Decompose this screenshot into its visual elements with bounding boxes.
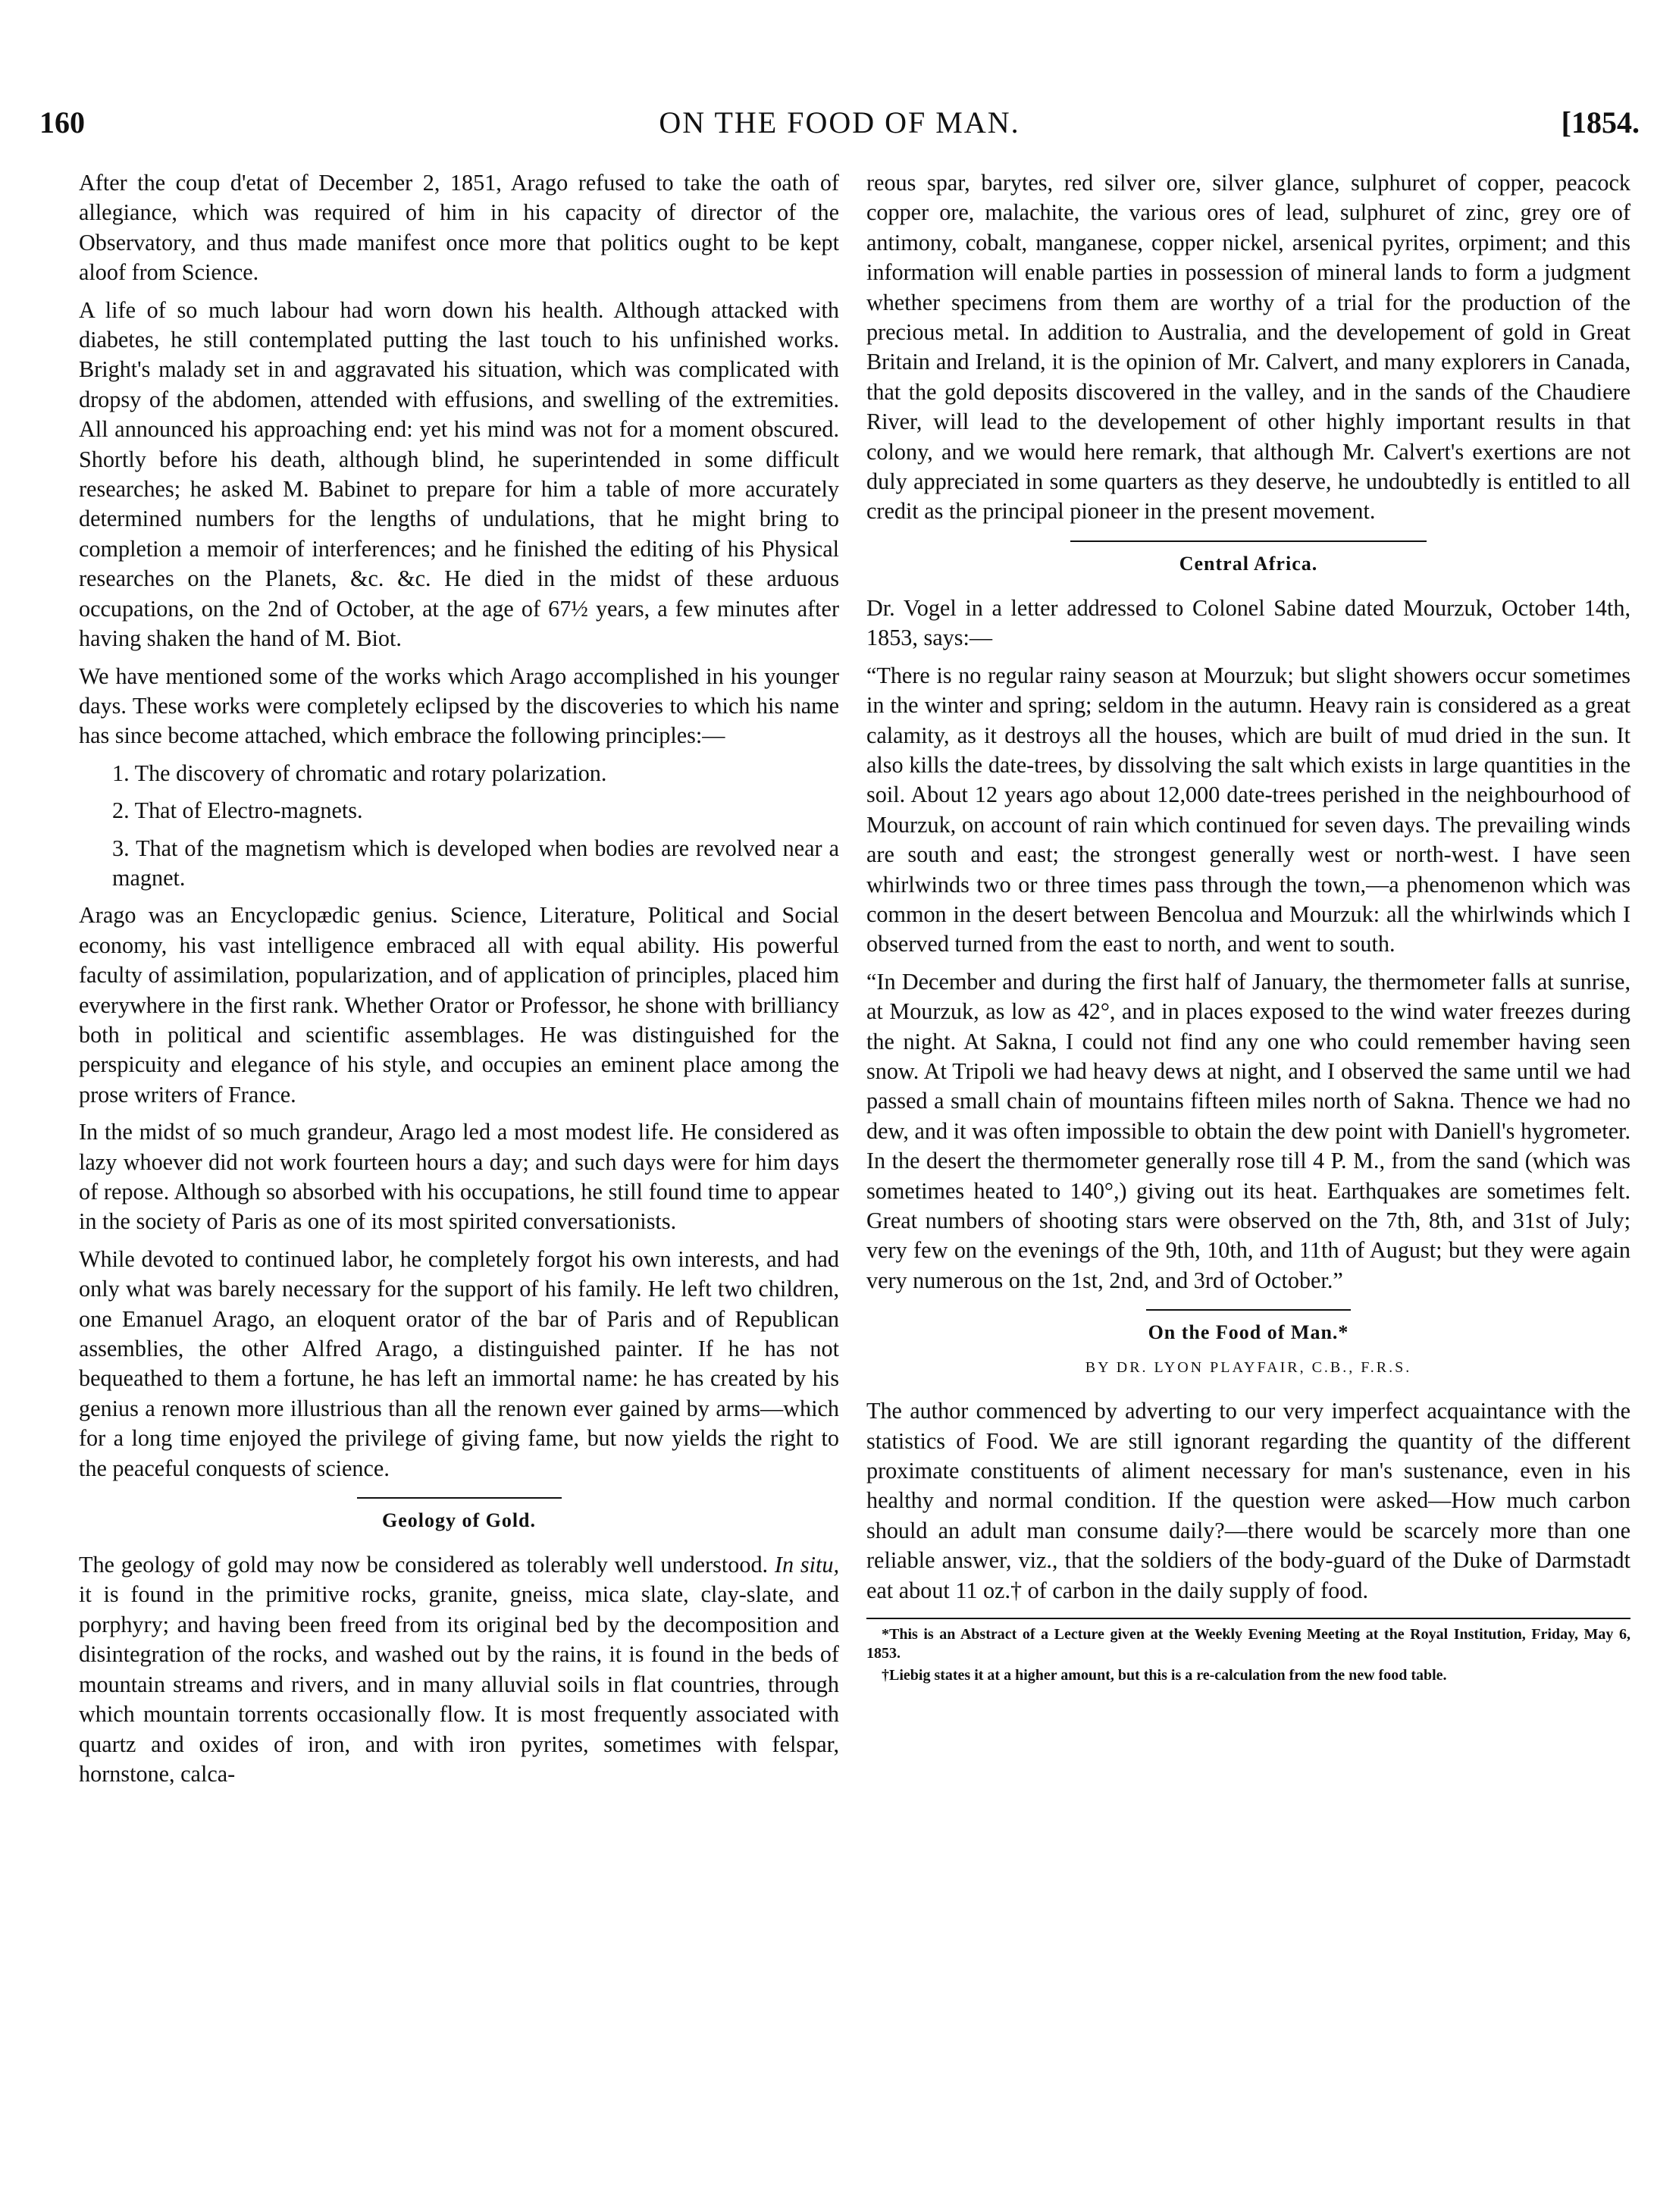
geology-rest: it is found in the primitive rocks, granite, gneiss, mica slate, clay-slate, and porphyry; and having been freed from its original bed by the decomposition and disintegration of the rocks, and washed out by the rains, it is found in the beds of mountain streams and rivers, and in many alluvial soils in flat countries, through which mountain torrents occasionally flow. It is most frequently associated with quartz and oxides of iron, and with iron pyrites, sometimes with felspar, hornstone, calca- (79, 1581, 839, 1787)
paragraph-geology-continued: reous spar, barytes, red silver ore, silver glance, sulphuret of copper, peacock copper ore, malachite, the various ores of lead, sulphuret of zinc, grey ore of antimony, cobalt, manganese, copper nickel, arsenical pyrites, orpiment; and this information will enable parties in possession of mineral lands to form a judgment whether specimens from them are worthy of a trial for the production of the precious metal. In addition to Australia, and the developement of gold in Great Britain and Ireland, it is the opinion of Mr. Calvert, and many explorers in Canada, that the gold deposits discovered in the valley, and in the sands of the Chaudiere River, will lead to the developement of other highly important results in that colony, and we would here remark, that although Mr. Calvert's exertions are not duly appreciated in some quarters as they deserve, he undoubtedly is entitled to all credit as the principal pioneer in the present movement. (866, 170, 1630, 525)
author-byline: BY DR. LYON PLAYFAIR, C.B., F.R.S. (1085, 1359, 1412, 1377)
paragraph-vogel-rain: “There is no regular rainy season at Mourzuk; but slight showers occur sometimes in the winter and spring; seldom in the autumn. Heavy rain is considered as a great calamity, as it destroys all the houses, which are built of mud dried in the sun. It also kills the date-trees, by dissolving the salt which exists in large quantities in the soil. About 12 years ago about 12,000 date-trees perished in the neighbourhood of Mourzuk, on account of rain which continued for seven days. The prevailing winds are south and east; the strongest generally west or north-west. I have seen whirlwinds two or three times pass through the town,—a phenomenon which was common in the desert between Bencolua and Mourzuk: all the whirlwinds which I observed turned from the east to north, and went to south. (866, 662, 1630, 957)
paragraph-vogel-temperature: “In December and during the first half of January, the thermometer falls at sunrise, at Mourzuk, as low as 42°, and in places exposed to the wind water freezes during the night. At Sakna, I could not find any one who could remember having seen snow. At Tripoli we had heavy dews at night, and I observed the same until we had passed a small chain of mountains fifteen miles north of Sakna. Thence we had no dew, and it was often impossible to obtain the dew point with Daniell's hygrometer. In the desert the thermometer generally rose till 4 P. M., from the sand (which was sometimes heated to 140°,) giving out its heat. Earthquakes are sometimes felt. Great numbers of shooting stars were observed on the 7th, 8th, and 31st of July; very few on the evenings of the 9th, 10th, and 11th of August; but they were again very numerous on the 1st, 2nd, and 3rd of October.” (866, 968, 1630, 1293)
year-label: [1854. (1561, 105, 1640, 139)
paragraph-arago-oath: After the coup d'etat of December 2, 1851, Arago refused to take the oath of allegiance, which was required of him in his capacity of director of the Observatory, and thus made manifest once more that politics ought to be kept aloof from Science. (79, 170, 839, 286)
right-column (866, 168, 1630, 1688)
list-item: 2. That of Electro-magnets. (112, 797, 363, 824)
left-column (79, 168, 839, 1797)
paragraph-arago-family: While devoted to continued labor, he completely forgot his own interests, and had only what was barely necessary for the support of his family. He left two children, one Emanuel Arago, an eloquent orator of the bar of Paris and of Republican assemblies, the other Alfred Arago, a distinguished painter. If he has not bequeathed to them a fortune, he has left an immortal name: he has created by his genius a renown more illustrious than all the renown ever gained by arms—which for a long time enjoyed the privilege of giving fame, but now yields the right to the peaceful conquests of science. (79, 1245, 839, 1481)
paragraph-geology (79, 1550, 839, 1789)
paragraph-vogel-intro: Dr. Vogel in a letter addressed to Colonel Sabine dated Mourzuk, October 14th, 1853, says:— (866, 594, 1630, 651)
section-divider (357, 1497, 562, 1499)
list-item: 3. That of the magnetism which is developed when bodies are revolved near a magnet. (112, 835, 839, 891)
section-divider (1070, 540, 1427, 542)
geology-in-situ: In situ, (774, 1552, 839, 1578)
footnote-rule (866, 1618, 1630, 1619)
paragraph-arago-modest: In the midst of so much grandeur, Arago led a most modest life. He considered as lazy whoever did not work fourteen hours a day; and such days were for him days of repose. Although so absorbed with his occupations, he still found time to appear in the society of Paris as one of its most spirited conversationists. (79, 1119, 839, 1235)
paragraph-arago-genius: Arago was an Encyclopædic genius. Science, Literature, Political and Social economy, his vast intelligence embraced all with equal ability. His powerful faculty of assimilation, popularization, and of application of principles, placed him everywhere in the first rank. Whether Orator or Professor, he shone with brilliancy both in political and scientific assemblages. He was distinguished for the perspicuity and elegance of his style, and occupies an eminent place among the prose writers of France. (79, 902, 839, 1108)
heading-food-of-man: On the Food of Man.* (1148, 1321, 1349, 1344)
geology-lead: The geology of gold may now be considered as tolerably well understood. (79, 1552, 769, 1578)
paragraph-arago-health: A life of so much labour had worn down his health. Although attacked with diabetes, he still contemplated putting the last touch to his unfinished works. Bright's malady set in and aggravated his situation, which was complicated with dropsy of the abdomen, attended with effusions, and swelling of the extremities. All announced his approaching end: yet his mind was not for a moment obscured. Shortly before his death, although blind, he superintended in some difficult researches; he asked M. Babinet to prepare for him a table of more accurately determined numbers for the lengths of undulations, that he might bring to completion a memoir of interferences; and he finished the editing of his Physical researches on the Planets, &c. &c. He died in the midst of these arduous occupations, on the 2nd of October, at the age of 67½ years, a few minutes after having shaken the hand of M. Biot. (79, 296, 839, 652)
heading-central-africa: Central Africa. (1179, 552, 1318, 575)
footnote-liebig: †Liebig states it at a higher amount, but this is a re-calculation from the new food table. (882, 1667, 1447, 1684)
page-header (39, 105, 1640, 158)
section-divider (1146, 1309, 1351, 1311)
heading-geology-of-gold: Geology of Gold. (381, 1509, 537, 1532)
paragraph-food: The author commenced by adverting to our very imperfect acquaintance with the statistics of Food. We are still ignorant regarding the quantity of the different proximate constituents of aliment necessary for man's sustenance, even in his healthy and normal condition. If the question were asked—How much carbon should an adult man consume daily?—there would be scarcely more than one reliable answer, viz., that the soldiers of the body-guard of the Duke of Darmstadt eat about 11 oz.† of carbon in the daily supply of food. (866, 1398, 1630, 1603)
running-title: ON THE FOOD OF MAN. (659, 105, 1020, 139)
footnote-lecture: *This is an Abstract of a Lecture given at the Weekly Evening Meeting at the Royal Institution, Friday, May 6, 1853. (866, 1626, 1630, 1662)
page-number: 160 (39, 105, 85, 139)
list-item: 1. The discovery of chromatic and rotary polarization. (112, 760, 607, 786)
paragraph-arago-works: We have mentioned some of the works which Arago accomplished in his younger days. These works were completely eclipsed by the discoveries to which his name has since become attached, which embrace the following principles:— (79, 663, 839, 749)
